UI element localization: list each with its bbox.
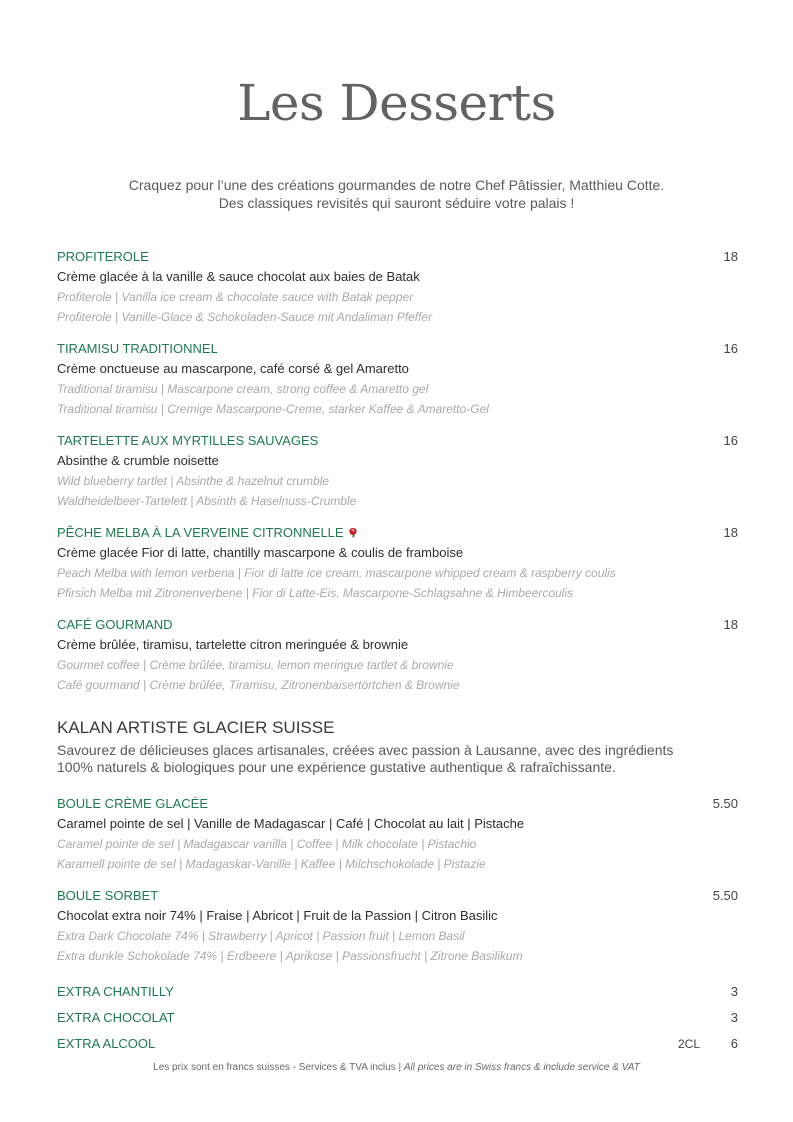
extra-unit: 2CL <box>677 1037 700 1051</box>
item-name: BOULE SORBET <box>57 888 159 903</box>
item-name: PÊCHE MELBA À LA VERVEINE CITRONNELLE <box>57 525 344 540</box>
item-price: 5.50 <box>712 796 738 811</box>
menu-item-boule-sorbet <box>57 886 738 966</box>
item-name: TARTELETTE AUX MYRTILLES SAUVAGES <box>57 433 319 448</box>
item-description: Caramel pointe de sel | Vanille de Madagascar | Café | Chocolat au lait | Pistache <box>57 816 525 831</box>
page-title: Les Desserts <box>237 74 556 132</box>
footer-note-en: All prices are in Swiss francs & include service & VAT <box>403 1062 640 1073</box>
item-description-de: Waldheidelbeer-Tartelett | Absinth & Haselnuss-Crumble <box>57 494 357 508</box>
item-price: 18 <box>723 249 738 264</box>
item-name: CAFÉ GOURMAND <box>57 617 173 632</box>
extra-alcool <box>57 1034 738 1054</box>
item-name: PROFITEROLE <box>57 249 149 264</box>
section-intro <box>57 742 747 776</box>
intro-text <box>0 176 793 212</box>
intro-line: Des classiques revisités qui sauront séduire votre palais ! <box>218 195 575 211</box>
item-name: BOULE CRÈME GLACÉE <box>57 796 208 811</box>
menu-item-tiramisu <box>57 339 738 419</box>
footer-note-fr: Les prix sont en francs suisses - Services & TVA inclus | <box>153 1062 404 1073</box>
item-price: 18 <box>723 525 738 540</box>
item-price: 5.50 <box>712 888 738 903</box>
item-description: Crème glacée à la vanille & sauce chocolat aux baies de Batak <box>57 269 420 284</box>
section-intro-line: Savourez de délicieuses glaces artisanales, créées avec passion à Lausanne, avec des ingrédients <box>57 742 674 758</box>
item-description-de: Pfirsich Melba mit Zitronenverbene | Fior di Latte-Eis, Mascarpone-Schlagsahne & Himbeercoulis <box>57 586 574 600</box>
extra-name: EXTRA CHANTILLY <box>57 984 174 999</box>
menu-item-boule-creme-glacee <box>57 794 738 874</box>
item-name-row <box>57 523 738 543</box>
item-description: Crème onctueuse au mascarpone, café corsé & gel Amaretto <box>57 361 409 376</box>
item-description-en: Profiterole | Vanilla ice cream & chocolate sauce with Batak pepper <box>57 290 414 304</box>
section-title: KALAN ARTISTE GLACIER SUISSE <box>57 718 335 737</box>
item-description: Crème glacée Fior di latte, chantilly mascarpone & coulis de framboise <box>57 545 464 560</box>
item-name: TIRAMISU TRADITIONNEL <box>57 341 218 356</box>
menu-item-cafe-gourmand <box>57 615 738 695</box>
rose-logo-icon <box>348 527 358 538</box>
extra-price: 6 <box>730 1036 738 1051</box>
menu-item-profiterole <box>57 247 738 327</box>
item-description-de: Karamell pointe de sel | Madagaskar-Vanille | Kaffee | Milchschokolade | Pistazie <box>57 857 486 871</box>
item-description-en: Gourmet coffee | Crème brûlée, tiramisu, lemon meringue tartlet & brownie <box>57 658 454 672</box>
item-description-en: Traditional tiramisu | Mascarpone cream, strong coffee & Amaretto gel <box>57 382 429 396</box>
item-description-en: Extra Dark Chocolate 74% | Strawberry | Apricot | Passion fruit | Lemon Basil <box>57 929 465 943</box>
extra-name: EXTRA ALCOOL <box>57 1036 156 1051</box>
extra-name: EXTRA CHOCOLAT <box>57 1010 175 1025</box>
intro-line: Craquez pour l’une des créations gourmandes de notre Chef Pâtissier, Matthieu Cotte. <box>128 177 665 193</box>
item-description: Crème brûlée, tiramisu, tartelette citron meringuée & brownie <box>57 637 409 652</box>
item-description: Absinthe & crumble noisette <box>57 453 219 468</box>
item-description-en: Wild blueberry tartlet | Absinthe & hazelnut crumble <box>57 474 330 488</box>
menu-item-tartelette <box>57 431 738 511</box>
item-description-en: Peach Melba with lemon verbena | Fior di latte ice cream, mascarpone whipped cream & raspberry coulis <box>57 566 616 580</box>
menu-item-peche-melba <box>57 523 738 603</box>
item-price: 16 <box>723 433 738 448</box>
extra-price: 3 <box>730 1010 738 1025</box>
item-price: 16 <box>723 341 738 356</box>
extra-price: 3 <box>730 984 738 999</box>
item-description-de: Café gourmand | Crème brûlée, Tiramisu, Zitronenbaisertörtchen & Brownie <box>57 678 460 692</box>
item-description-de: Extra dunkle Schokolade 74% | Erdbeere | Aprikose | Passionsfrucht | Zitrone Basilikum <box>57 949 523 963</box>
extra-chocolat <box>57 1008 738 1028</box>
item-description: Chocolat extra noir 74% | Fraise | Abricot | Fruit de la Passion | Citron Basilic <box>57 908 498 923</box>
item-description-de: Profiterole | Vanille-Glace & Schokoladen-Sauce mit Andaliman Pfeffer <box>57 310 433 324</box>
section-intro-line: 100% naturels & biologiques pour une expérience gustative authentique & rafraîchissante. <box>57 759 616 775</box>
extra-chantilly <box>57 982 738 1002</box>
item-description-de: Traditional tiramisu | Cremige Mascarpone-Creme, starker Kaffee & Amaretto-Gel <box>57 402 489 416</box>
footer-note <box>0 1062 793 1073</box>
item-description-en: Caramel pointe de sel | Madagascar vanilla | Coffee | Milk chocolate | Pistachio <box>57 837 477 851</box>
item-price: 18 <box>723 617 738 632</box>
